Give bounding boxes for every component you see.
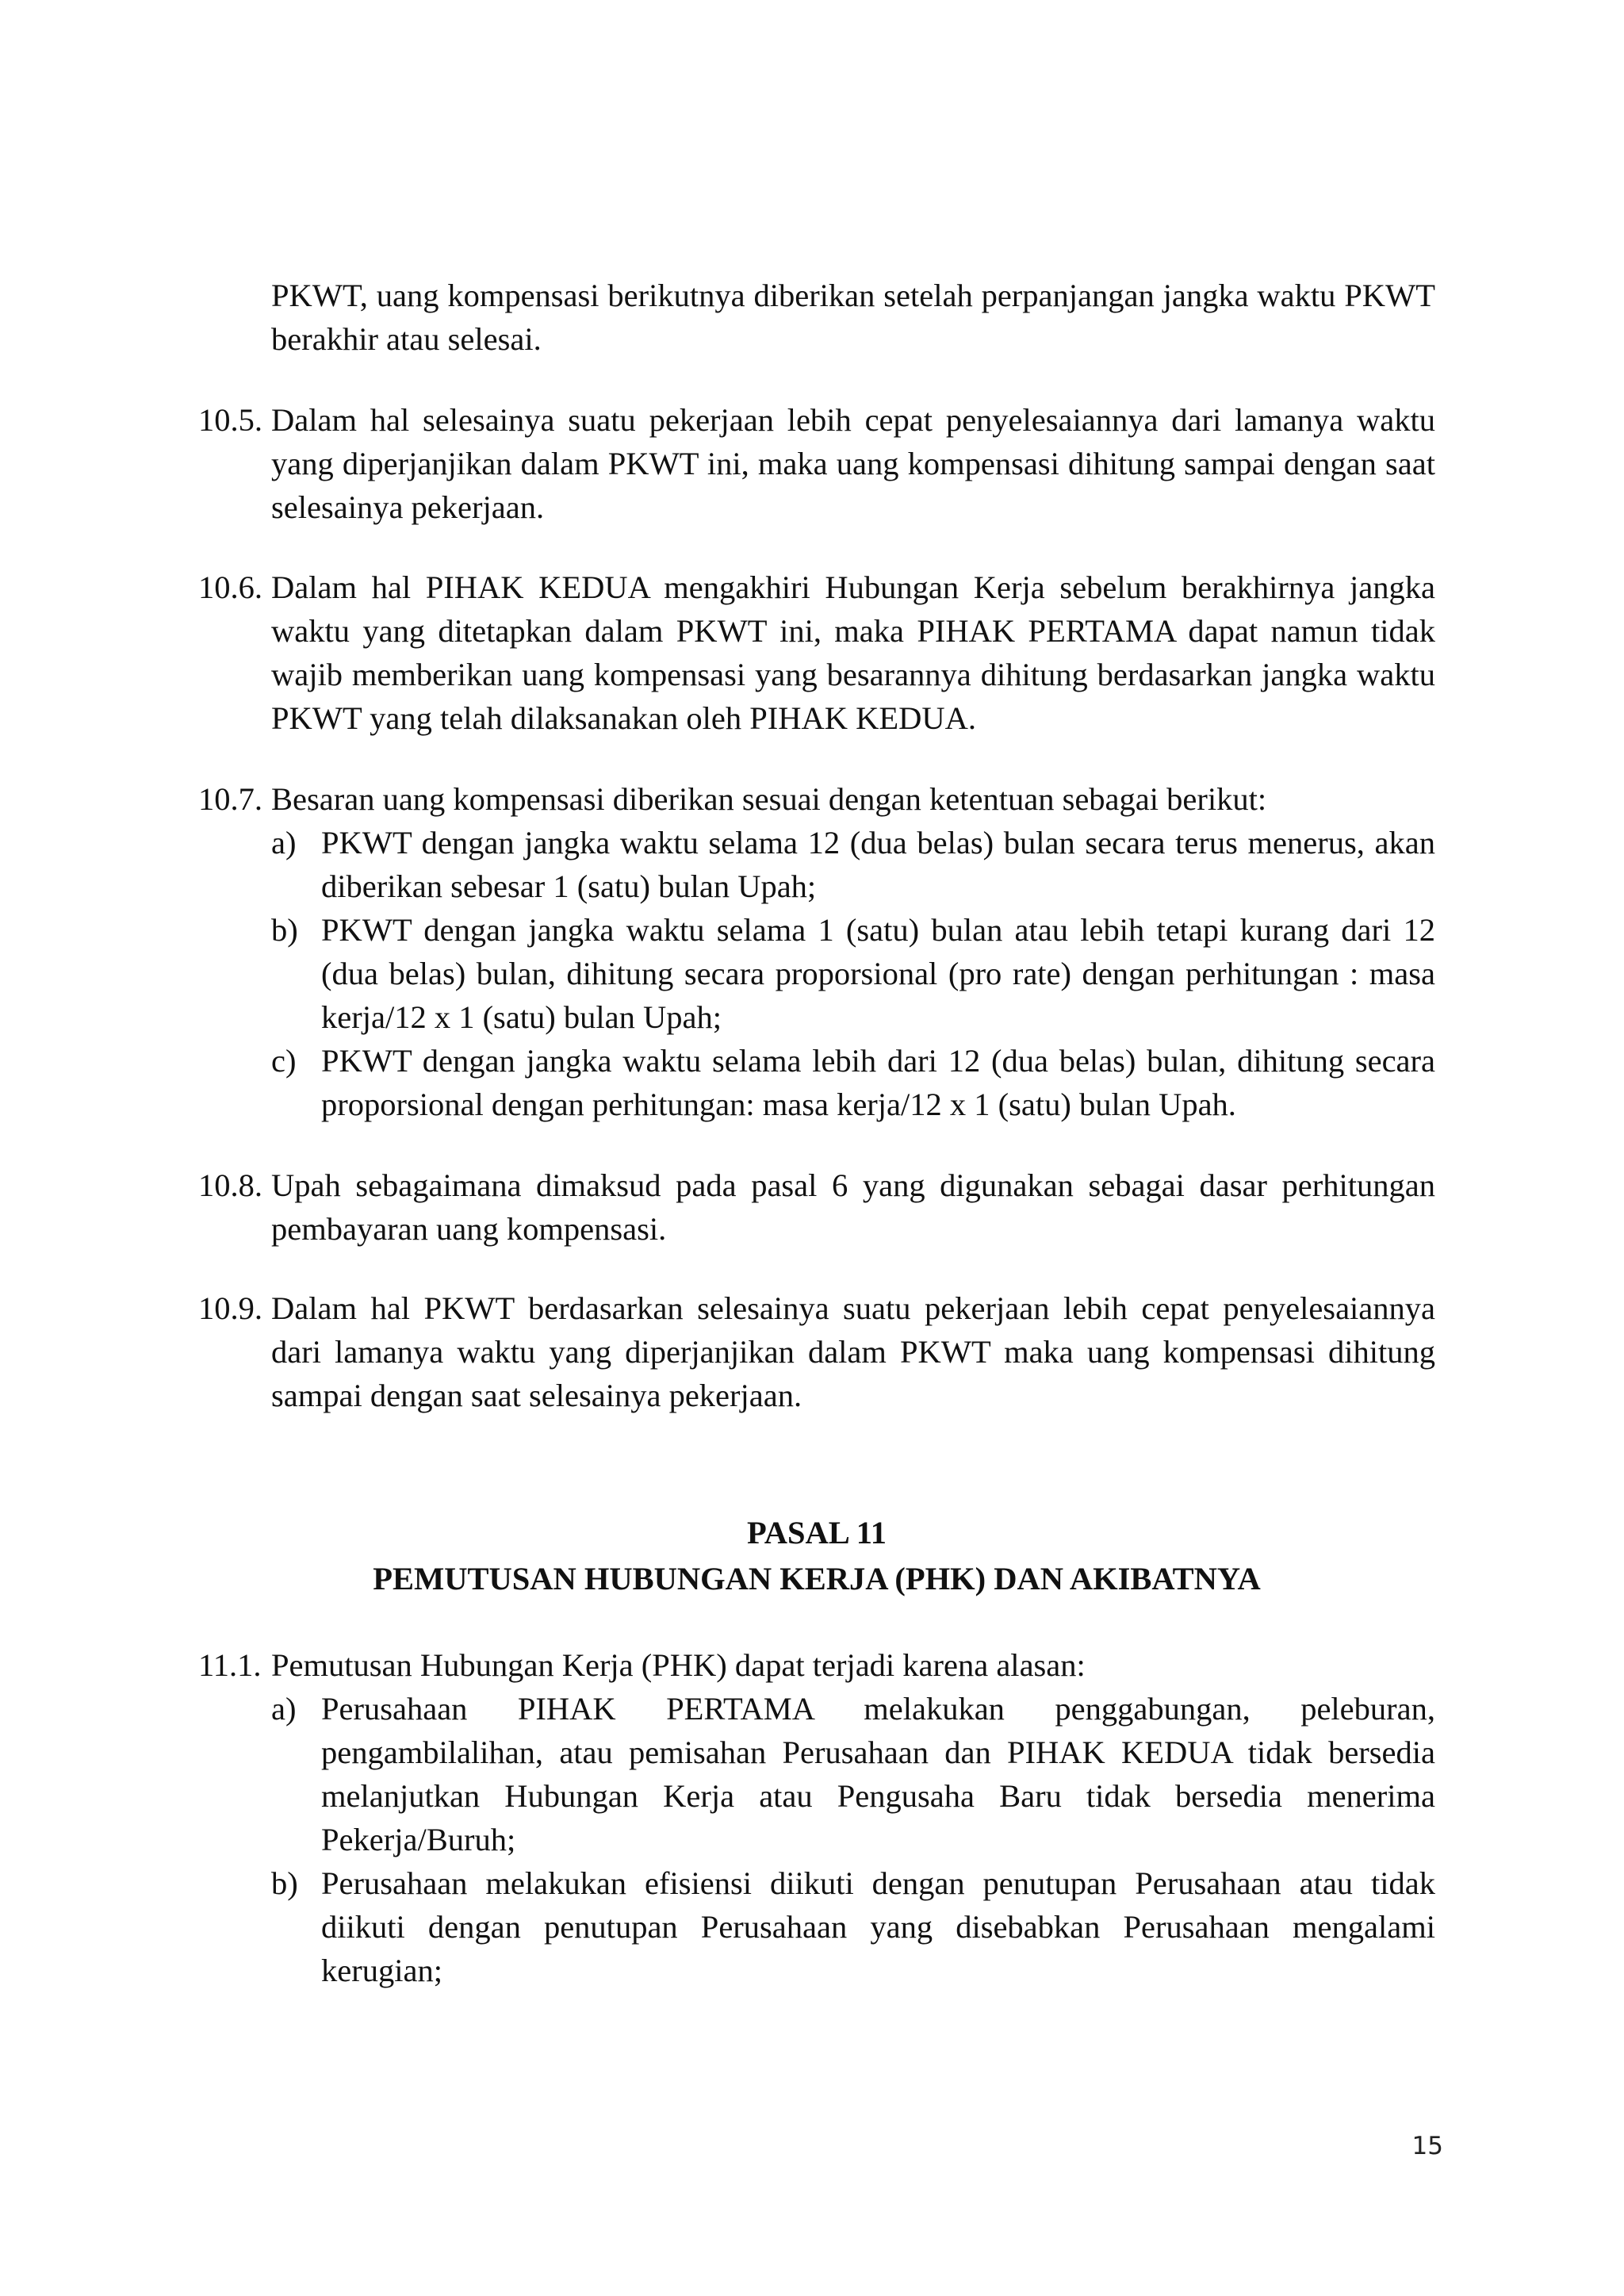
- item-letter: c): [271, 1043, 297, 1079]
- clause-text: Dalam hal PIHAK KEDUA mengakhiri Hubungan Kerja sebelum berakhirnya jangka waktu yang ditetapkan dalam PKWT ini, maka PIHAK PERTAMA dapat namun tidak wajib memberikan uang kompensasi yang besarannya dihitung berdasarkan jangka waktu PKWT yang telah dilaksanakan oleh PIHAK KEDUA.: [271, 569, 1435, 736]
- section-title: PASAL 11: [747, 1515, 887, 1550]
- item-text: PKWT dengan jangka waktu selama 12 (dua belas) bulan secara terus menerus, akan diberikan sebesar 1 (satu) bulan Upah;: [321, 825, 1435, 904]
- list-item: [271, 908, 1435, 1039]
- clause-number: 10.5.: [198, 402, 262, 438]
- clause-10-9: [198, 1286, 1435, 1417]
- clause-number: 11.1.: [198, 1647, 262, 1683]
- item-text: PKWT dengan jangka waktu selama 1 (satu) bulan atau lebih tetapi kurang dari 12 (dua belas) bulan, dihitung secara proporsional (pro rate) dengan perhitungan : masa kerja/12 x 1 (satu) bulan Upah;: [321, 912, 1435, 1035]
- section-subtitle: PEMUTUSAN HUBUNGAN KERJA (PHK) DAN AKIBATNYA: [373, 1561, 1261, 1596]
- clause-number: 10.6.: [198, 569, 262, 605]
- list-item: [271, 1039, 1435, 1126]
- clause-text: Pemutusan Hubungan Kerja (PHK) dapat terjadi karena alasan:: [271, 1647, 1086, 1683]
- clause-text: Dalam hal PKWT berdasarkan selesainya suatu pekerjaan lebih cepat penyelesaiannya dari lamanya waktu yang diperjanjikan dalam PKWT maka uang kompensasi dihitung sampai dengan saat selesainya pekerjaan.: [271, 1290, 1435, 1413]
- clause-number: 10.9.: [198, 1290, 262, 1326]
- clause-number: 10.8.: [198, 1167, 262, 1203]
- item-letter: b): [271, 1865, 298, 1901]
- clause-10-6: [198, 565, 1435, 740]
- clause-text: Dalam hal selesainya suatu pekerjaan lebih cepat penyelesaiannya dari lamanya waktu yang diperjanjikan dalam PKWT ini, maka uang kompensasi dihitung sampai dengan saat selesainya pekerjaan.: [271, 402, 1435, 525]
- item-letter: a): [271, 1691, 297, 1727]
- list-item: [271, 1687, 1435, 1861]
- item-text: PKWT dengan jangka waktu selama lebih dari 12 (dua belas) bulan, dihitung secara proporsional dengan perhitungan: masa kerja/12 x 1 (satu) bulan Upah.: [321, 1043, 1435, 1122]
- item-text: Perusahaan melakukan efisiensi diikuti dengan penutupan Perusahaan atau tidak diikuti dengan penutupan Perusahaan yang disebabkan Perusahaan mengalami kerugian;: [321, 1865, 1435, 1988]
- sub-item-list: [271, 821, 1435, 1126]
- clause-text: Upah sebagaimana dimaksud pada pasal 6 yang digunakan sebagai dasar perhitungan pembayaran uang kompensasi.: [271, 1167, 1435, 1247]
- clause-number: 10.7.: [198, 781, 262, 817]
- clause-11-1: [198, 1643, 1435, 1992]
- sub-item-list: [271, 1687, 1435, 1992]
- clause-10-8: [198, 1163, 1435, 1251]
- list-item: [271, 1861, 1435, 1992]
- item-text: Perusahaan PIHAK PERTAMA melakukan penggabungan, peleburan, pengambilalihan, atau pemisahan Perusahaan dan PIHAK KEDUA tidak bersedia melanjutkan Hubungan Kerja atau Pengusaha Baru tidak bersedia menerima Pekerja/Buruh;: [321, 1691, 1435, 1857]
- list-item: [271, 821, 1435, 908]
- item-letter: b): [271, 912, 298, 948]
- clause-10-7: [198, 777, 1435, 1126]
- continuation-paragraph: PKWT, uang kompensasi berikutnya diberikan setelah perpanjangan jangka waktu PKWT berakhir atau selesai.: [271, 278, 1435, 357]
- clause-10-5: [198, 398, 1435, 529]
- item-letter: a): [271, 825, 297, 861]
- page-number: 15: [1411, 2132, 1443, 2160]
- clause-text: Besaran uang kompensasi diberikan sesuai dengan ketentuan sebagai berikut:: [271, 781, 1267, 817]
